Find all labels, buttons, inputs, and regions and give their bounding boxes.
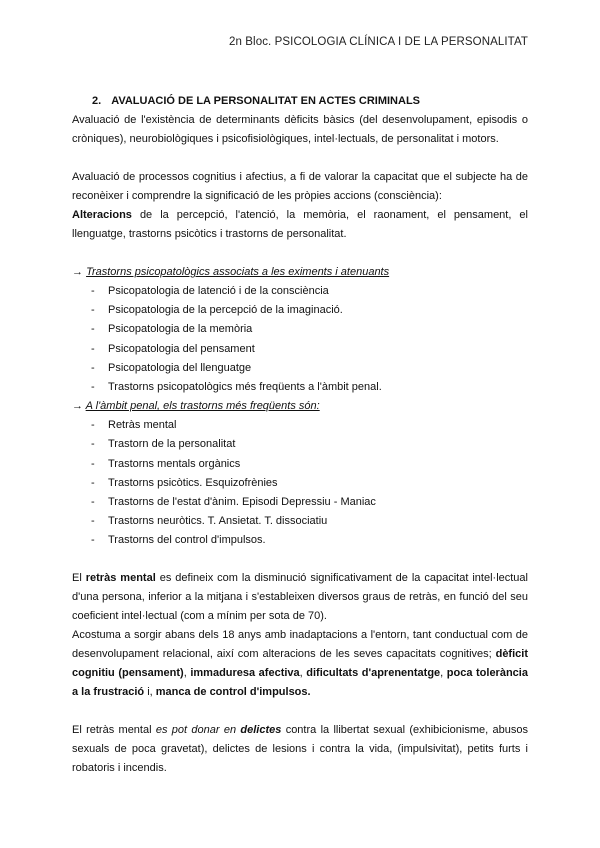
list1 bbox=[72, 282, 528, 397]
text-run: Acostuma a sorgir abans dels 18 anys amb inadaptacions a l'entorn, tant conductual com de desenvolupament relacional, així com alteracions de les seves capacitats cognitives; bbox=[72, 629, 528, 661]
bold-term: dificultats d'aprenentatge bbox=[306, 667, 441, 680]
cognitive-paragraph: Avaluació de processos cognitius i afectius, a fi de valorar la capacitat que el subjecte ha de reconèixer i comprendre la significació de les pròpies accions (consciència): bbox=[72, 171, 528, 202]
text-run: El bbox=[72, 572, 86, 585]
list-item: - Trastorns de l'estat d'ànim. Episodi Depressiu - Maniac bbox=[72, 493, 528, 512]
alterations-paragraph bbox=[72, 206, 528, 244]
arrow-icon: → bbox=[72, 400, 83, 413]
list-item: - Trastorns psicòtics. Esquizofrènies bbox=[72, 474, 528, 493]
list-item: - Trastorns neuròtics. T. Ansietat. T. dissociatiu bbox=[72, 512, 528, 531]
arrow-icon: → bbox=[72, 266, 83, 278]
list-item: - Trastorns psicopatològics més freqüents a l'àmbit penal. bbox=[72, 378, 528, 397]
retras-definition-paragraph bbox=[72, 569, 528, 626]
document-body bbox=[72, 92, 528, 778]
list-item: - Trastorn de la personalitat bbox=[72, 435, 528, 454]
retras-mental-bold: retràs mental bbox=[85, 572, 156, 585]
list-item: - Psicopatologia del llenguatge bbox=[72, 359, 528, 378]
list1-heading-text: Trastorns psicopatològics associats a les eximents i atenuants bbox=[86, 266, 390, 278]
list2-heading bbox=[72, 397, 528, 416]
list-item: - Psicopatologia de la percepció de la imaginació. bbox=[72, 301, 528, 320]
text-run: es defineix com la disminució significativament de la capacitat intel·lectual d'una persona, inferior a la mitjana i s'estableixen diversos graus de retràs, en funció del seu coeficient intel·lectual (com a mínim per sota de 70). bbox=[72, 572, 528, 623]
intro-paragraph: Avaluació de l'existència de determinants dèficits bàsics (del desenvolupament, episodis o cròniques), neurobiològiques i psicofisiològiques, intel·lectuals, de personalitat i motors. bbox=[72, 114, 528, 145]
list-item: - Trastorns del control d'impulsos. bbox=[72, 531, 528, 550]
section-title bbox=[92, 92, 528, 111]
bold-term: manca de control d'impulsos. bbox=[155, 686, 311, 699]
bold-term: poca tolerància a la frustració bbox=[72, 667, 528, 699]
section-title-text: AVALUACIÓ DE LA PERSONALITAT EN ACTES CRIMINALS bbox=[111, 95, 420, 107]
page-header: 2n Bloc. PSICOLOGIA CLÍNICA I DE LA PERSONALITAT bbox=[228, 36, 528, 48]
list-item: - Retràs mental bbox=[72, 416, 528, 435]
alterations-text: de la percepció, l'atenció, la memòria, el raonament, el pensament, el llenguatge, trastorns psicòtics i trastorns de personalitat. bbox=[72, 209, 528, 240]
list2 bbox=[72, 416, 528, 550]
italic-run: es pot donar en bbox=[155, 724, 241, 737]
text-run: , bbox=[299, 667, 307, 680]
list-item: - Trastorns mentals orgànics bbox=[72, 455, 528, 474]
retras-crimes-paragraph bbox=[72, 721, 528, 778]
text-run: El retràs mental bbox=[72, 724, 156, 737]
text-run: i, bbox=[144, 686, 156, 699]
text-run: , bbox=[183, 667, 191, 680]
text-run: , bbox=[440, 667, 447, 680]
list2-heading-text: A l'àmbit penal, els trastorns més freqüents són: bbox=[85, 400, 320, 413]
retras-symptoms-paragraph bbox=[72, 626, 528, 702]
text-run: contra la llibertat sexual (exhibicionisme, abusos sexuals de poca gravetat), delictes de lesions i contra la vida, (impulsivitat), petits furts i robatoris i incendis. bbox=[72, 724, 528, 775]
bold-term: immaduresa afectiva bbox=[190, 667, 300, 680]
bold-italic-term: delictes bbox=[240, 724, 282, 737]
list-item: - Psicopatologia de la memòria bbox=[72, 320, 528, 339]
section-number: 2. bbox=[92, 95, 102, 107]
alterations-bold: Alteracions bbox=[72, 209, 132, 221]
list-item: - Psicopatologia del pensament bbox=[72, 340, 528, 359]
bold-term: dèficit cognitiu (pensament) bbox=[72, 648, 528, 680]
list1-heading bbox=[72, 263, 528, 282]
list-item: - Psicopatologia de latenció i de la consciència bbox=[72, 282, 528, 301]
